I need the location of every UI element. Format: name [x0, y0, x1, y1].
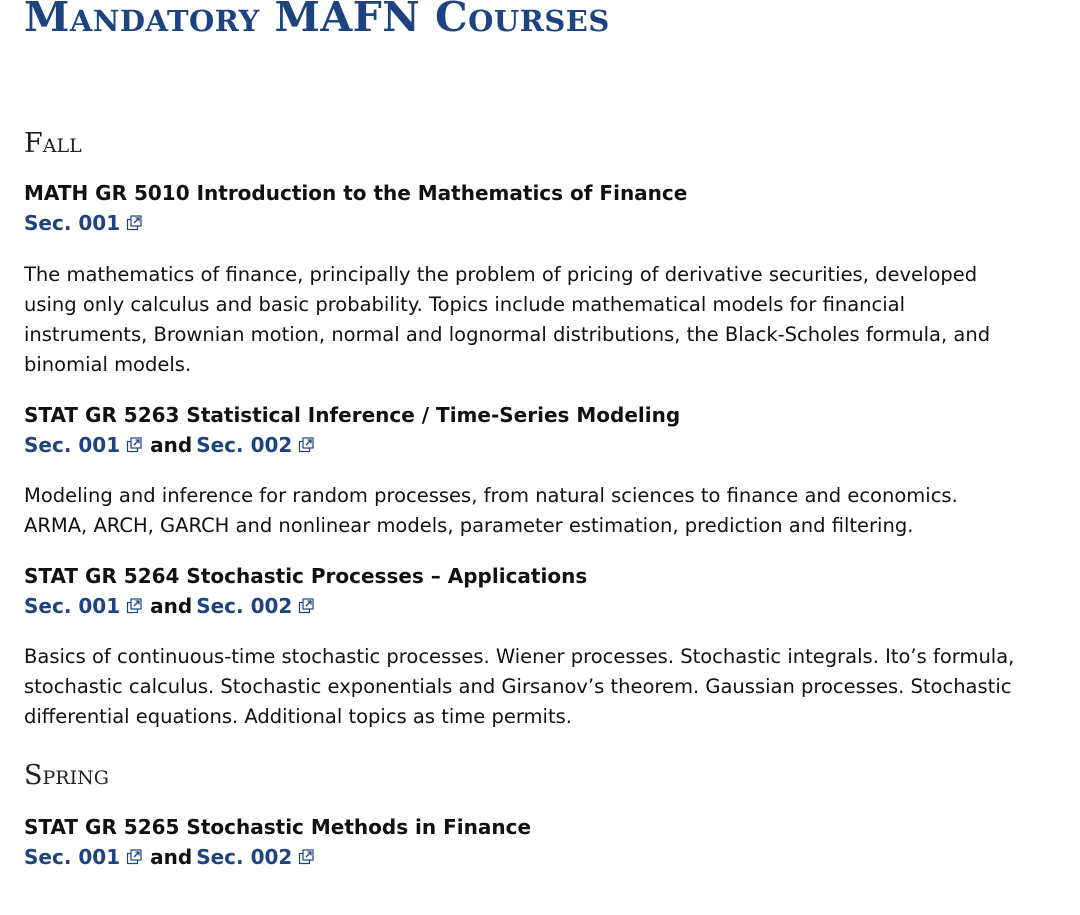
term-heading-fall: Fall	[24, 128, 82, 159]
course-stat-5265	[24, 812, 1056, 872]
external-link-icon	[126, 849, 142, 865]
course-sections	[24, 430, 1056, 460]
course-description: The mathematics of finance, principally the problem of pricing of derivative securities, developed using only calculus and basic probability. Topics include mathematical models for financial instruments, Brownian motion, normal and lognormal distributions, the Black-Scholes formula, and binomial models.	[24, 263, 991, 376]
course-description: Modeling and inference for random processes, from natural sciences to finance and economics. ARMA, ARCH, GARCH and nonlinear models, parameter estimation, prediction and filtering.	[24, 484, 958, 537]
course-sections	[24, 591, 1056, 621]
and-connector: and	[150, 594, 193, 618]
course-description: Basics of continuous-time stochastic processes. Wiener processes. Stochastic integrals. Ito’s formula, stochastic calculus. Stochastic exponentials and Girsanov’s theorem. Gaussian processes. Stochastic differential equations. Additional topics as time permits.	[24, 645, 1015, 728]
section-link-002[interactable]	[196, 594, 314, 618]
external-link-icon	[126, 598, 142, 614]
course-title: STAT GR 5264 Stochastic Processes – Applications	[24, 564, 588, 588]
course-title: STAT GR 5265 Stochastic Methods in Finance	[24, 815, 532, 839]
section-link-label: Sec. 001	[24, 845, 121, 869]
course-stat-5264	[24, 561, 1056, 732]
external-link-icon	[298, 598, 314, 614]
section-link-label: Sec. 001	[24, 211, 121, 235]
external-link-icon	[298, 437, 314, 453]
course-stat-5263	[24, 400, 1056, 541]
section-link-label: Sec. 001	[24, 433, 121, 457]
section-link-label: Sec. 002	[196, 433, 293, 457]
term-heading-spring: Spring	[24, 760, 109, 791]
section-link-001[interactable]	[24, 433, 142, 457]
course-math-5010	[24, 178, 1056, 380]
external-link-icon	[126, 215, 142, 231]
course-title: STAT GR 5263 Statistical Inference / Time-Series Modeling	[24, 403, 681, 427]
and-connector: and	[150, 433, 193, 457]
course-title: MATH GR 5010 Introduction to the Mathematics of Finance	[24, 181, 688, 205]
section-link-001[interactable]	[24, 211, 142, 235]
external-link-icon	[126, 437, 142, 453]
and-connector: and	[150, 845, 193, 869]
course-sections	[24, 842, 1056, 872]
section-link-label: Sec. 001	[24, 594, 121, 618]
section-link-001[interactable]	[24, 594, 142, 618]
page-title: Mandatory MAFN Courses	[24, 0, 610, 41]
section-link-label: Sec. 002	[196, 594, 293, 618]
section-link-label: Sec. 002	[196, 845, 293, 869]
section-link-001[interactable]	[24, 845, 142, 869]
section-link-002[interactable]	[196, 845, 314, 869]
section-link-002[interactable]	[196, 433, 314, 457]
external-link-icon	[298, 849, 314, 865]
course-sections	[24, 208, 1056, 238]
